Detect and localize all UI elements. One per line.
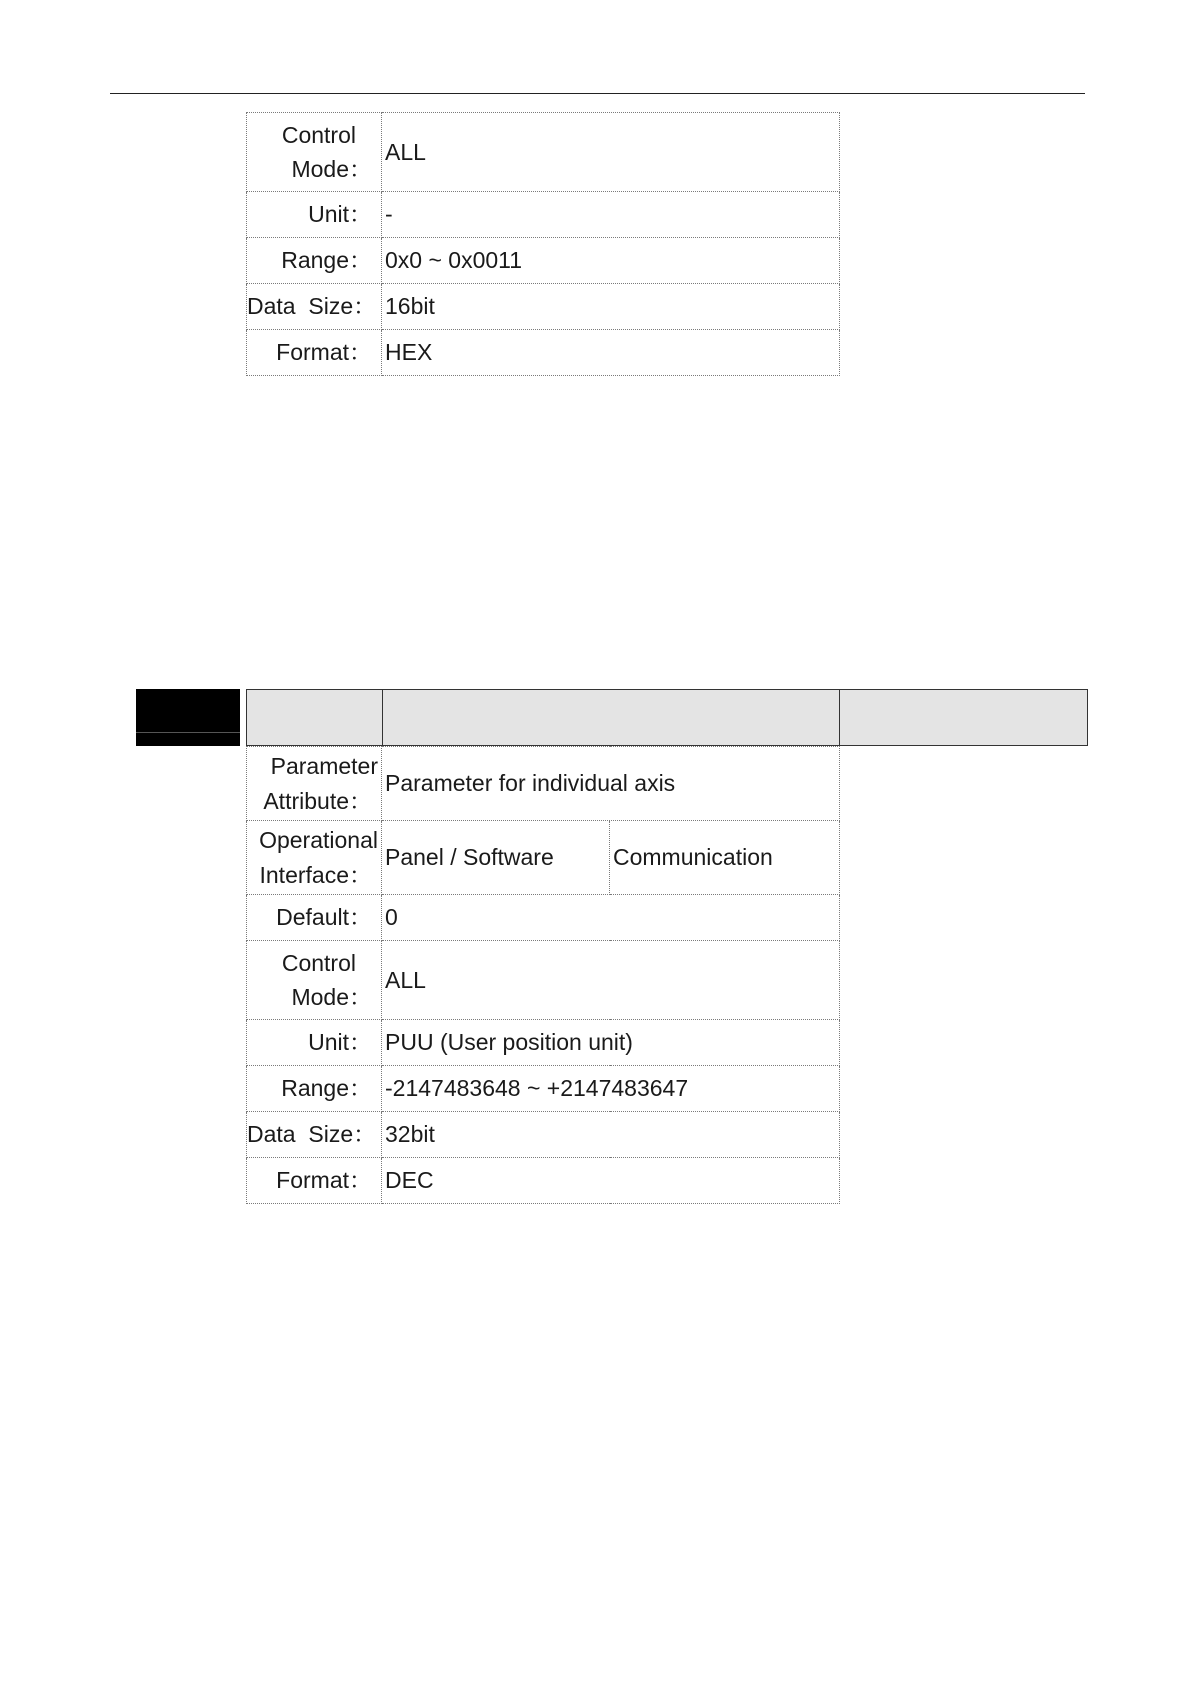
data-size-label: Data Size： (247, 1112, 382, 1158)
table-row-unit (247, 192, 840, 238)
unit-value: PUU (User position unit) (382, 1020, 840, 1066)
range-label: Range： (247, 238, 382, 284)
table-row-control-mode (247, 113, 840, 192)
table-row-default (247, 895, 840, 941)
control-mode-value: ALL (382, 941, 840, 1020)
control-mode-value: ALL (382, 113, 840, 192)
range-value: 0x0 ~ 0x0011 (382, 238, 840, 284)
unit-value: - (382, 192, 840, 238)
operational-interface-label: Operational Interface： (247, 821, 382, 895)
header-cell-1 (246, 689, 383, 746)
range-value: -2147483648 ~ +2147483647 (382, 1066, 840, 1112)
default-label: Default： (247, 895, 382, 941)
parameter-table-1 (246, 112, 840, 376)
operational-interface-communication-value: Communication (610, 821, 840, 895)
parameter-attribute-value: Parameter for individual axis (382, 747, 840, 821)
unit-label: Unit： (247, 192, 382, 238)
operational-interface-panel-value: Panel / Software (382, 821, 610, 895)
format-label: Format： (247, 330, 382, 376)
table-row-operational-interface (247, 821, 840, 895)
parameter-attribute-label: Parameter Attribute： (247, 747, 382, 821)
parameter-header-bar (136, 689, 1087, 746)
table-row-parameter-attribute (247, 747, 840, 821)
data-size-value: 16bit (382, 284, 840, 330)
unit-label: Unit： (247, 1020, 382, 1066)
range-label: Range： (247, 1066, 382, 1112)
table-row-range (247, 238, 840, 284)
data-size-value: 32bit (382, 1112, 840, 1158)
table-row-control-mode (247, 941, 840, 1020)
format-value: HEX (382, 330, 840, 376)
control-mode-label: Control Mode： (247, 113, 382, 192)
control-mode-label: Control Mode： (247, 941, 382, 1020)
header-cell-3 (839, 689, 1088, 746)
format-label: Format： (247, 1158, 382, 1204)
default-value: 0 (382, 895, 840, 941)
parameter-table-2 (246, 746, 840, 1204)
table-row-data-size (247, 284, 840, 330)
data-size-label: Data Size： (247, 284, 382, 330)
table-row-data-size (247, 1112, 840, 1158)
header-rule (110, 93, 1085, 94)
format-value: DEC (382, 1158, 840, 1204)
table-row-unit (247, 1020, 840, 1066)
parameter-code-block (136, 689, 240, 746)
table-row-format (247, 1158, 840, 1204)
header-cell-2 (382, 689, 840, 746)
table-row-range (247, 1066, 840, 1112)
table-row-format (247, 330, 840, 376)
